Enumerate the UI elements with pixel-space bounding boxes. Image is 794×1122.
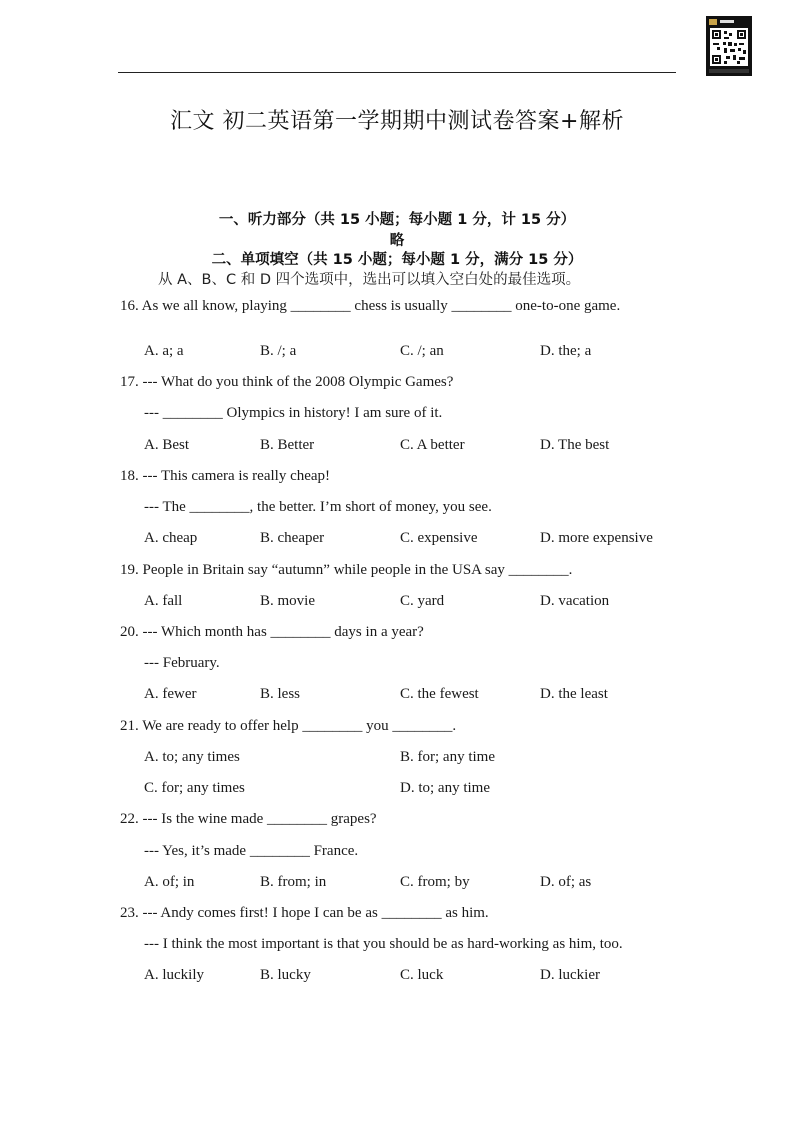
question-21-stem: 21. We are ready to offer help ________ you ________.: [120, 718, 457, 734]
q17-option-a: A. Best: [144, 437, 189, 453]
section1-heading: 一、听力部分（共 15 小题；每小题 1 分，计 15 分）: [218, 212, 576, 228]
question-23-dialogue: --- I think the most important is that you should be as hard-working as him, too.: [144, 936, 623, 952]
question-17-dialogue: --- ________ Olympics in history! I am sure of it.: [144, 405, 443, 421]
q21-option-c: C. for; any times: [144, 780, 245, 796]
question-19-stem: 19. People in Britain say “autumn” while people in the USA say ________.: [120, 562, 573, 578]
q22-option-c: C. from; by: [400, 874, 470, 890]
q16-option-c: C. /; an: [400, 343, 444, 359]
q18-option-b: B. cheaper: [260, 530, 325, 546]
section1-note: 略: [389, 233, 405, 249]
q21-option-d: D. to; any time: [400, 780, 490, 796]
question-17-stem: 17. --- What do you think of the 2008 Olympic Games?: [120, 374, 454, 390]
q16-option-b: B. /; a: [260, 343, 297, 359]
q22-option-d: D. of; as: [540, 874, 592, 890]
header-rule: [118, 72, 676, 73]
q20-option-a: A. fewer: [144, 686, 197, 702]
q19-option-d: D. vacation: [540, 593, 610, 609]
q23-option-d: D. luckier: [540, 967, 600, 983]
q17-option-c: C. A better: [400, 437, 465, 453]
q19-option-c: C. yard: [400, 593, 445, 609]
q23-option-b: B. lucky: [260, 967, 311, 983]
q22-option-b: B. from; in: [260, 874, 327, 890]
qr-code-icon: [706, 16, 752, 76]
q18-option-a: A. cheap: [144, 530, 198, 546]
q20-option-d: D. the least: [540, 686, 608, 702]
section2-instruction: 从 A、B、C 和 D 四个选项中，选出可以填入空白处的最佳选项。: [158, 272, 581, 288]
q22-option-a: A. of; in: [144, 874, 195, 890]
q17-option-b: B. Better: [260, 437, 315, 453]
q19-option-a: A. fall: [144, 593, 183, 609]
q21-option-b: B. for; any time: [400, 749, 495, 765]
question-23-stem: 23. --- Andy comes first! I hope I can be as ________ as him.: [120, 905, 489, 921]
q18-option-d: D. more expensive: [540, 530, 653, 546]
q20-option-c: C. the fewest: [400, 686, 479, 702]
q20-option-b: B. less: [260, 686, 301, 702]
q16-option-d: D. the; a: [540, 343, 592, 359]
question-20-stem: 20. --- Which month has ________ days in a year?: [120, 624, 424, 640]
question-18-dialogue: --- The ________, the better. I’m short of money, you see.: [144, 499, 492, 515]
question-20-dialogue: --- February.: [144, 655, 220, 671]
q23-option-a: A. luckily: [144, 967, 204, 983]
question-16-stem: 16. As we all know, playing ________ chess is usually ________ one-to-one game.: [120, 298, 621, 314]
question-22-stem: 22. --- Is the wine made ________ grapes?: [120, 811, 377, 827]
q18-option-c: C. expensive: [400, 530, 478, 546]
q21-option-a: A. to; any times: [144, 749, 240, 765]
question-22-dialogue: --- Yes, it’s made ________ France.: [144, 843, 359, 859]
q16-option-a: A. a; a: [144, 343, 184, 359]
section2-heading: 二、单项填空（共 15 小题；每小题 1 分，满分 15 分）: [211, 252, 583, 268]
q23-option-c: C. luck: [400, 967, 444, 983]
q17-option-d: D. The best: [540, 437, 610, 453]
q19-option-b: B. movie: [260, 593, 315, 609]
question-18-stem: 18. --- This camera is really cheap!: [120, 468, 331, 484]
page-title: 汇文 初二英语第一学期期中测试卷答案+解析: [170, 109, 624, 134]
